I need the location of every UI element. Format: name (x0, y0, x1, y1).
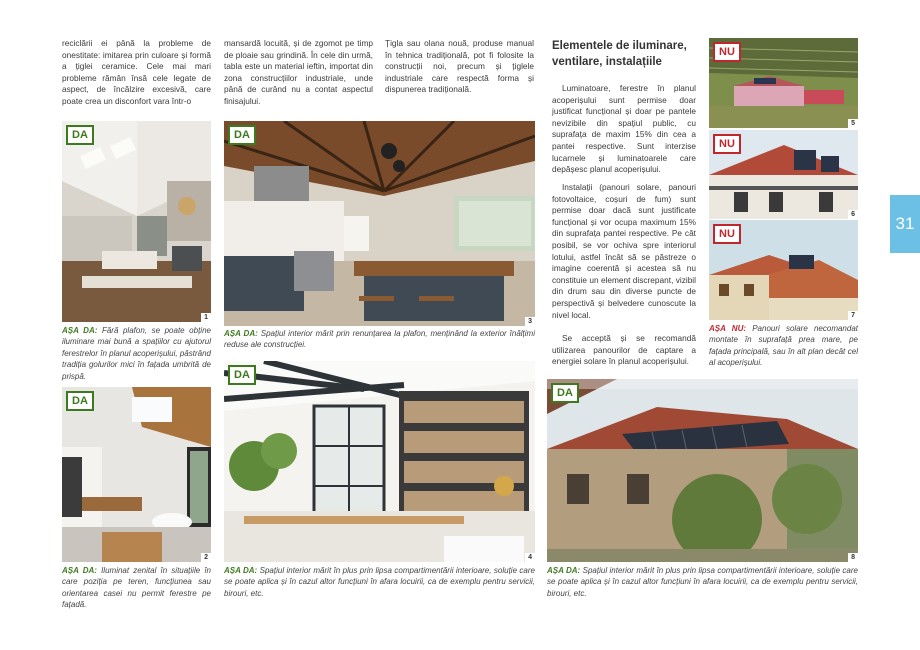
caption-photo-7 (709, 323, 858, 369)
photo-number: 5 (848, 119, 858, 128)
photo-number: 4 (525, 553, 535, 562)
caption-photo-8 (547, 565, 858, 599)
caption-lead: AȘA DA: (62, 326, 98, 335)
caption-text: Iluminat zenital în situațiile în care poziția pe teren, funcțiunea sau orientarea casei nu permit ferestre pe fațadă. (62, 566, 211, 610)
photo-number: 3 (525, 317, 535, 326)
photo-open-office (224, 361, 535, 562)
photo-number: 8 (848, 553, 858, 562)
page-number-tab: 31 (890, 195, 920, 253)
photo-number: 6 (848, 210, 858, 219)
caption-lead: AȘA DA: (547, 566, 581, 575)
photo-number: 1 (201, 313, 211, 322)
caption-photo-4 (224, 565, 535, 599)
photo-bathroom-skylight (62, 387, 211, 562)
section-paragraph-1: Luminatoare, ferestre în planul acoperișului sunt permise doar justificat funcțional și doar pe pantele nevizibile din spațiul public, cu suprafața de maxim 15% din cea a pantei respective. Sunt interzise lucarnele și luminatoarele care depășesc planul acoperișului. (552, 83, 696, 175)
caption-lead: AȘA DA: (224, 566, 258, 575)
section-paragraph-3: Se acceptă și se recomandă utilizarea panourilor de captare a energiei solare în planul acoperișului. (552, 333, 696, 367)
photo-attic-living-room (62, 121, 211, 322)
caption-photo-3 (224, 328, 535, 351)
caption-lead: AȘA DA: (224, 329, 258, 338)
caption-text: Spațiul interior mărit prin renunțarea la plafon, menținând la exterior înălțimi reduse ale construcției. (224, 329, 535, 350)
caption-lead: AȘA DA: (62, 566, 97, 575)
caption-text: Fără plafon, se poate obține iluminare mai bună a spațiilor cu ajutorul ferestrelor în planul acoperișului, păstrând tradiția golurilor mici în fațada umbrită de prispă. (62, 326, 211, 381)
photo-number: 2 (201, 553, 211, 562)
text-column-3: Țigla sau olana nouă, produse manual în tehnica tradițională, pot fi folosite la construcții noi, precum și țiglele industriale care respectă forma și dispunerea tradițională. (385, 38, 534, 95)
caption-photo-2 (62, 565, 211, 611)
caption-text: Spațiul interior mărit în plus prin lipsa compartimentării interioare, soluție care se poate aplica și în cazul altor funcțiuni în afara locuirii, ca de exemplu pentru servicii, birouri, etc. (224, 566, 535, 598)
caption-photo-1 (62, 325, 211, 382)
photo-stone-house-solar-collectors (547, 379, 858, 562)
photo-roofs-solar-panels (709, 220, 858, 320)
nu-badge: NU (713, 224, 741, 244)
da-badge: DA (66, 391, 94, 411)
text-column-2: mansardă locuită, și de zgomot pe timp de ploaie sau grindină. În cele din urmă, tabla este un material ieftin, importat din zona construcțiilor industriale, unde până de curând nu a contat aspectul finisajului. (224, 38, 373, 106)
caption-lead: AȘA NU: (709, 324, 747, 333)
photo-number: 7 (848, 311, 858, 320)
photo-house-solar-panels-roof (709, 130, 858, 219)
nu-badge: NU (713, 134, 741, 154)
caption-text: Spațiul interior mărit în plus prin lipsa compartimentării interioare, soluție care se poate aplica și în cazul altor funcțiuni în afara locuirii, ca de exemplu pentru servicii, birouri, etc. (547, 566, 858, 598)
section-paragraph-2: Instalații (panouri solare, panouri fotovoltaice, coșuri de fum) sunt permise doar dacă sunt justificate funcțional și vor ocupa maximum 15% din suprafața pantei respective. Pe cât posibil, se vor ochiva spre interiorul lotului, astfel încât să se păstreze o imagine coerentă și acestea să nu constituie un element discrepant, vizibil din drum sau din diverse puncte de perspectivă și belvedere cunoscute la nivel local. (552, 182, 696, 320)
da-badge: DA (66, 125, 94, 145)
photo-house-solar-panels-hill (709, 38, 858, 128)
da-badge: DA (228, 125, 256, 145)
da-badge: DA (551, 383, 579, 403)
da-badge: DA (228, 365, 256, 385)
nu-badge: NU (713, 42, 741, 62)
photo-open-kitchen (224, 121, 535, 326)
section-heading: Elementele de iluminare, ventilare, instalațiile (552, 40, 687, 68)
caption-text: Panouri solare necomandat montate în suprafață prea mare, pe fațada principală, sau în alt plan decât cel al acoperișului. (709, 324, 858, 368)
text-column-1: reciclării ei până la probleme de onestitate: imitarea prin culoare și formă a țiglei ceramice. Cele mai mari probleme rămân însă cele legate de aspect, de încălzire excesivă, care poate crea un disconfort vara într-o (62, 38, 211, 106)
